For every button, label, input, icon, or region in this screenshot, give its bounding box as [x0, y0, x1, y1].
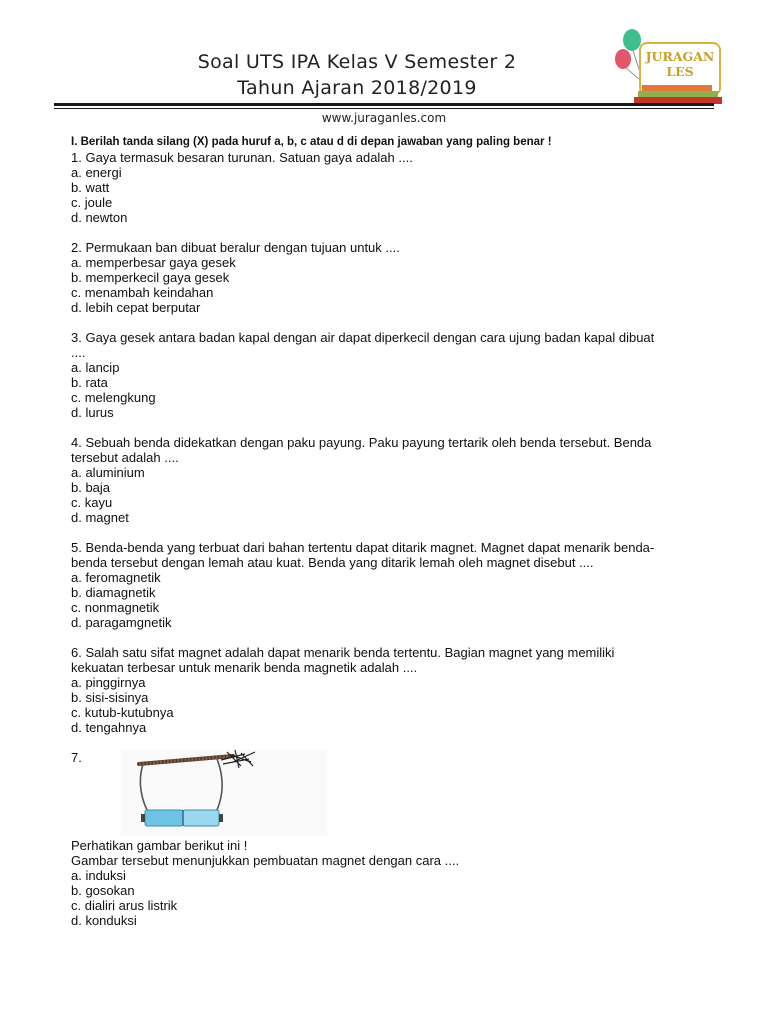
question-number: 7.	[71, 750, 82, 765]
option-b: b. baja	[71, 480, 111, 495]
option-c: c. nonmagnetik	[71, 600, 160, 615]
question-4	[71, 435, 711, 525]
option-a: a. feromagnetik	[71, 570, 161, 585]
option-c: c. kayu	[71, 495, 113, 510]
question-5	[71, 540, 711, 630]
option-b: b. watt	[71, 180, 110, 195]
question-text: 2. Permukaan ban dibuat beralur dengan tujuan untuk ....	[71, 240, 400, 255]
header-rule-thick	[54, 103, 714, 106]
option-d: d. tengahnya	[71, 720, 147, 735]
question-2	[71, 240, 711, 315]
option-b: b. diamagnetik	[71, 585, 156, 600]
question-text-cont: tersebut adalah ....	[71, 450, 179, 465]
option-d: d. paragamgnetik	[71, 615, 172, 630]
instruction: I. Berilah tanda silang (X) pada huruf a, b, c atau d di depan jawaban yang paling benar !	[71, 136, 552, 148]
question-text-cont: ....	[71, 345, 86, 360]
option-b: b. gosokan	[71, 883, 135, 898]
electromagnet-diagram	[121, 750, 327, 836]
page-title: Soal UTS IPA Kelas V Semester 2	[197, 51, 517, 73]
option-a: a. induksi	[71, 868, 126, 883]
option-b: b. sisi-sisinya	[71, 690, 149, 705]
question-text-cont: Gambar tersebut menunjukkan pembuatan magnet dengan cara ....	[71, 853, 460, 868]
option-d: d. newton	[71, 210, 128, 225]
question-7-header	[71, 750, 711, 838]
option-d: d. lurus	[71, 405, 114, 420]
logo-text-line1: JURAGAN	[645, 49, 715, 64]
question-text: 3. Gaya gesek antara badan kapal dengan air dapat diperkecil dengan cara ujung badan kapal dibuat	[71, 330, 655, 345]
option-a: a. memperbesar gaya gesek	[71, 255, 236, 270]
question-sheet	[71, 135, 711, 943]
question-text-cont: kekuatan terbesar untuk menarik benda magnetik adalah ....	[71, 660, 418, 675]
question-text-cont: benda tersebut dengan lemah atau kuat. Benda yang ditarik lemah oleh magnet disebut ....	[71, 555, 594, 570]
option-d: d. konduksi	[71, 913, 137, 928]
option-c: c. dialiri arus listrik	[71, 898, 178, 913]
website-url: www.juraganles.com	[321, 111, 447, 125]
question-3	[71, 330, 711, 420]
question-text: 5. Benda-benda yang terbuat dari bahan tertentu dapat ditarik magnet. Magnet dapat menarik benda-	[71, 540, 655, 555]
logo-text-line2: LES	[666, 64, 694, 79]
option-b: b. memperkecil gaya gesek	[71, 270, 230, 285]
option-a: a. aluminium	[71, 465, 145, 480]
question-6	[71, 645, 711, 735]
option-d: d. magnet	[71, 510, 129, 525]
page-subtitle: Tahun Ajaran 2018/2019	[237, 77, 477, 99]
question-1	[71, 150, 711, 225]
question-text: 6. Salah satu sifat magnet adalah dapat menarik benda tertentu. Bagian magnet yang memiliki	[71, 645, 615, 660]
question-7	[71, 750, 711, 928]
option-c: c. joule	[71, 195, 113, 210]
option-c: c. melengkung	[71, 390, 156, 405]
option-c: c. menambah keindahan	[71, 285, 214, 300]
question-text: 1. Gaya termasuk besaran turunan. Satuan gaya adalah ....	[71, 150, 413, 165]
option-c: c. kutub-kutubnya	[71, 705, 174, 720]
option-a: a. pinggirnya	[71, 675, 146, 690]
option-d: d. lebih cepat berputar	[71, 300, 201, 315]
question-text: 4. Sebuah benda didekatkan dengan paku payung. Paku payung tertarik oleh benda tersebut. Benda	[71, 435, 652, 450]
option-a: a. energi	[71, 165, 122, 180]
question-text: Perhatikan gambar berikut ini !	[71, 838, 248, 853]
option-b: b. rata	[71, 375, 108, 390]
juraganles-logo	[612, 26, 724, 106]
header-rule-thin	[54, 108, 714, 109]
option-a: a. lancip	[71, 360, 120, 375]
